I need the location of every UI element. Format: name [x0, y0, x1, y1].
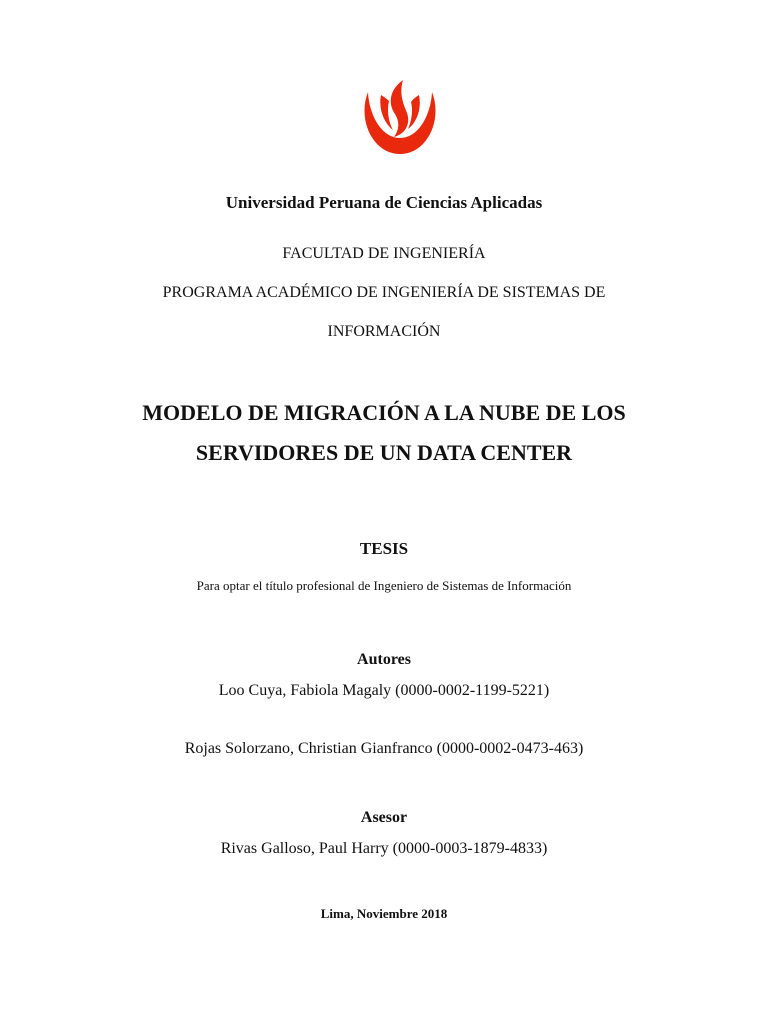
thesis-title-line-1: MODELO DE MIGRACIÓN A LA NUBE DE LOS: [142, 400, 626, 425]
program-name-line-2: INFORMACIÓN: [327, 323, 441, 340]
university-name: Universidad Peruana de Ciencias Aplicadas: [225, 193, 543, 212]
author-entry: Loo Cuya, Fabiola Magaly (0000-0002-1199-5221): [218, 682, 550, 699]
authors-heading: Autores: [357, 651, 411, 668]
degree-purpose: Para optar el título profesional de Ingeniero de Sistemas de Información: [196, 578, 572, 593]
document-type: TESIS: [359, 539, 409, 558]
place-and-date: Lima, Noviembre 2018: [320, 906, 448, 921]
advisor-entry: Rivas Galloso, Paul Harry (0000-0003-1879-4833): [220, 840, 548, 857]
advisor-heading: Asesor: [360, 809, 408, 826]
program-name-line-1: PROGRAMA ACADÉMICO DE INGENIERÍA DE SISTEMAS DE: [162, 284, 606, 301]
author-entry: Rojas Solorzano, Christian Gianfranco (0000-0002-0473-463): [184, 740, 584, 757]
faculty-name: FACULTAD DE INGENIERÍA: [282, 245, 486, 262]
thesis-title-line-2: SERVIDORES DE UN DATA CENTER: [195, 440, 573, 465]
upc-flame-logo-icon: [359, 80, 441, 155]
